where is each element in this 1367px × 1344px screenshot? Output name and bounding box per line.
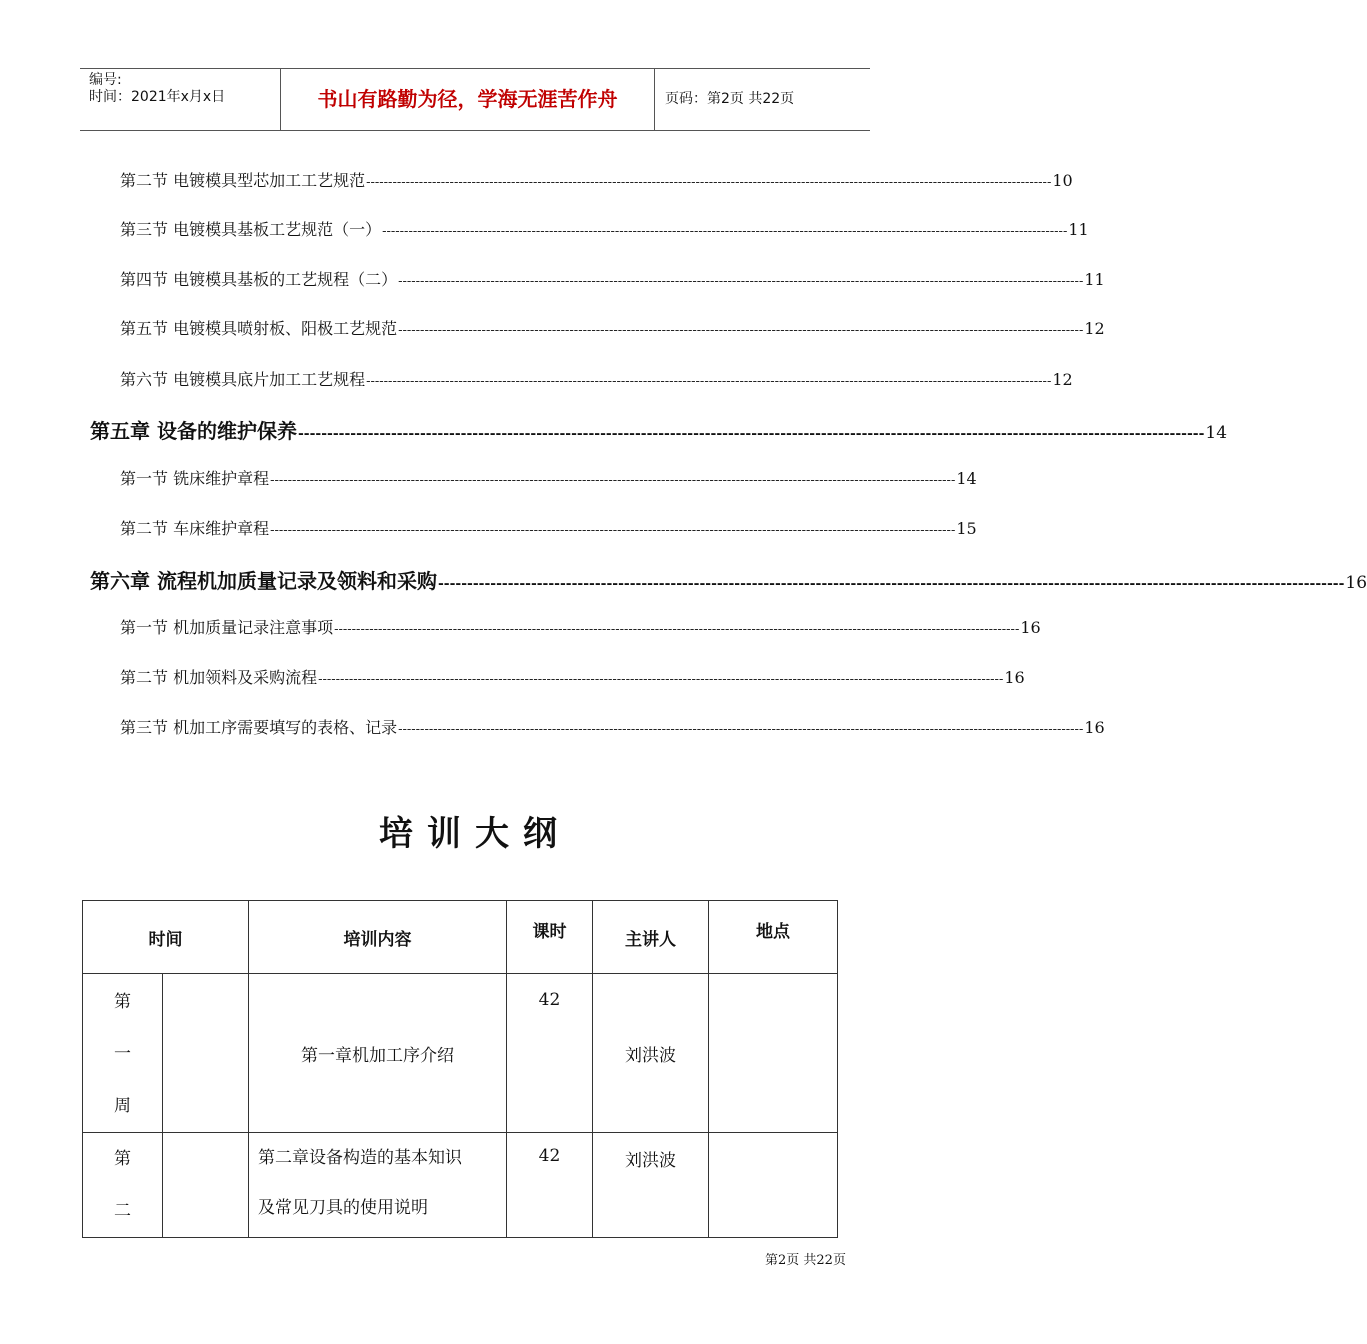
header-lecturer: 主讲人 bbox=[593, 901, 709, 974]
toc-entry-title: 第二节 车床维护章程 bbox=[120, 519, 270, 538]
toc-entry-page: 15 bbox=[956, 519, 977, 538]
content-text: 及常见刀具的使用说明 bbox=[258, 1198, 428, 1218]
toc-entry-title: 第四节 电镀模具基板的工艺规程（二） bbox=[120, 270, 398, 289]
table-row bbox=[83, 974, 838, 1133]
week-cell bbox=[83, 974, 163, 1133]
toc-entry-title: 第一节 铣床维护章程 bbox=[120, 469, 270, 488]
header-divider bbox=[654, 69, 655, 130]
toc-entry-title: 第二节 电镀模具型芯加工工艺规范 bbox=[120, 171, 366, 190]
toc-entry bbox=[120, 367, 1073, 390]
hours-cell: 42 bbox=[507, 974, 593, 1133]
table-row bbox=[83, 1133, 838, 1238]
toc-leader: ------------------------------------------------------------------------------------------------------------------------------------------------------------ bbox=[398, 722, 1084, 737]
toc-entry-title: 第三节 机加工序需要填写的表格、记录 bbox=[120, 718, 398, 737]
week-char: 一 bbox=[114, 1044, 131, 1064]
toc-leader: ------------------------------------------------------------------------------------------------------------------------------------------------------------ bbox=[437, 576, 1345, 592]
header-page-label: 页码：第2页 共22页 bbox=[665, 91, 795, 107]
week-char: 二 bbox=[114, 1201, 131, 1221]
toc-entry bbox=[120, 316, 1105, 339]
toc-chapter-page: 14 bbox=[1205, 423, 1228, 443]
toc-leader: ------------------------------------------------------------------------------------------------------------------------------------------------------------ bbox=[270, 523, 956, 538]
toc-entry-page: 12 bbox=[1052, 370, 1073, 389]
toc-entry bbox=[120, 217, 1089, 240]
toc-entry-title: 第一节 机加质量记录注意事项 bbox=[120, 618, 334, 637]
toc-entry-page: 10 bbox=[1052, 171, 1073, 190]
week-char: 第 bbox=[114, 1149, 131, 1169]
toc-chapter bbox=[90, 415, 1228, 444]
toc-chapter-title: 第五章 设备的维护保养 bbox=[90, 419, 297, 443]
toc-entry-title: 第五节 电镀模具喷射板、阳极工艺规范 bbox=[120, 319, 398, 338]
toc-chapter-page: 16 bbox=[1345, 573, 1367, 593]
header-time: 时间 bbox=[83, 901, 249, 974]
toc-entry-page: 12 bbox=[1084, 319, 1105, 338]
training-outline-table bbox=[82, 900, 838, 1238]
toc-entry-page: 16 bbox=[1084, 718, 1105, 737]
toc-leader: ------------------------------------------------------------------------------------------------------------------------------------------------------------ bbox=[382, 224, 1068, 239]
toc-leader: ------------------------------------------------------------------------------------------------------------------------------------------------------------ bbox=[366, 374, 1052, 389]
toc-leader: ------------------------------------------------------------------------------------------------------------------------------------------------------------ bbox=[297, 426, 1205, 442]
toc-entry bbox=[120, 466, 977, 489]
content-cell bbox=[249, 974, 507, 1133]
toc-leader: ------------------------------------------------------------------------------------------------------------------------------------------------------------ bbox=[398, 323, 1084, 338]
location-cell bbox=[709, 1133, 838, 1238]
empty-cell bbox=[163, 974, 249, 1133]
content-text: 第一章机加工序介绍 bbox=[301, 1045, 454, 1066]
toc-entry bbox=[120, 715, 1105, 738]
header-location: 地点 bbox=[709, 901, 838, 974]
toc-leader: ------------------------------------------------------------------------------------------------------------------------------------------------------------ bbox=[318, 672, 1004, 687]
header-motto: 书山有路勤为径，学海无涯苦作舟 bbox=[317, 87, 618, 111]
toc-leader: ------------------------------------------------------------------------------------------------------------------------------------------------------------ bbox=[334, 622, 1020, 637]
toc-entry bbox=[120, 516, 977, 539]
week-cell bbox=[83, 1133, 163, 1238]
toc-entry-title: 第六节 电镀模具底片加工工艺规程 bbox=[120, 370, 366, 389]
location-cell bbox=[709, 974, 838, 1133]
content-cell bbox=[249, 1133, 507, 1238]
week-char: 周 bbox=[114, 1096, 131, 1116]
content-text: 第二章设备构造的基本知识 bbox=[258, 1148, 462, 1168]
toc-entry bbox=[120, 615, 1041, 638]
week-char: 第 bbox=[114, 992, 131, 1012]
outline-title: 培训大纲 bbox=[379, 814, 571, 854]
header-hours: 课时 bbox=[507, 901, 593, 974]
toc-entry-title: 第三节 电镀模具基板工艺规范（一） bbox=[120, 220, 382, 239]
code-label: 编号: bbox=[89, 72, 122, 88]
hours-cell: 42 bbox=[507, 1133, 593, 1238]
toc-entry-page: 11 bbox=[1068, 220, 1089, 239]
date-label: 时间：2021年x月x日 bbox=[89, 89, 226, 105]
toc-chapter-title: 第六章 流程机加质量记录及领料和采购 bbox=[90, 569, 437, 593]
toc-entry bbox=[120, 267, 1105, 290]
toc-leader: ------------------------------------------------------------------------------------------------------------------------------------------------------------ bbox=[270, 473, 956, 488]
table-header-row bbox=[83, 901, 838, 974]
empty-cell bbox=[163, 1133, 249, 1238]
page-footer: 第2页 共22页 bbox=[765, 1253, 846, 1268]
toc-entry-title: 第二节 机加领料及采购流程 bbox=[120, 668, 318, 687]
toc-entry-page: 16 bbox=[1004, 668, 1025, 687]
page-header bbox=[80, 68, 870, 131]
lecturer-cell: 刘洪波 bbox=[593, 1133, 709, 1238]
toc-entry bbox=[120, 665, 1025, 688]
toc-entry-page: 16 bbox=[1020, 618, 1041, 637]
toc-leader: ------------------------------------------------------------------------------------------------------------------------------------------------------------ bbox=[398, 274, 1084, 289]
header-content: 培训内容 bbox=[249, 901, 507, 974]
toc-entry bbox=[120, 168, 1073, 191]
lecturer-cell: 刘洪波 bbox=[593, 974, 709, 1133]
toc-leader: ------------------------------------------------------------------------------------------------------------------------------------------------------------ bbox=[366, 175, 1052, 190]
toc-entry-page: 11 bbox=[1084, 270, 1105, 289]
toc-entry-page: 14 bbox=[956, 469, 977, 488]
toc-chapter bbox=[90, 565, 1367, 594]
header-meta bbox=[89, 69, 281, 133]
